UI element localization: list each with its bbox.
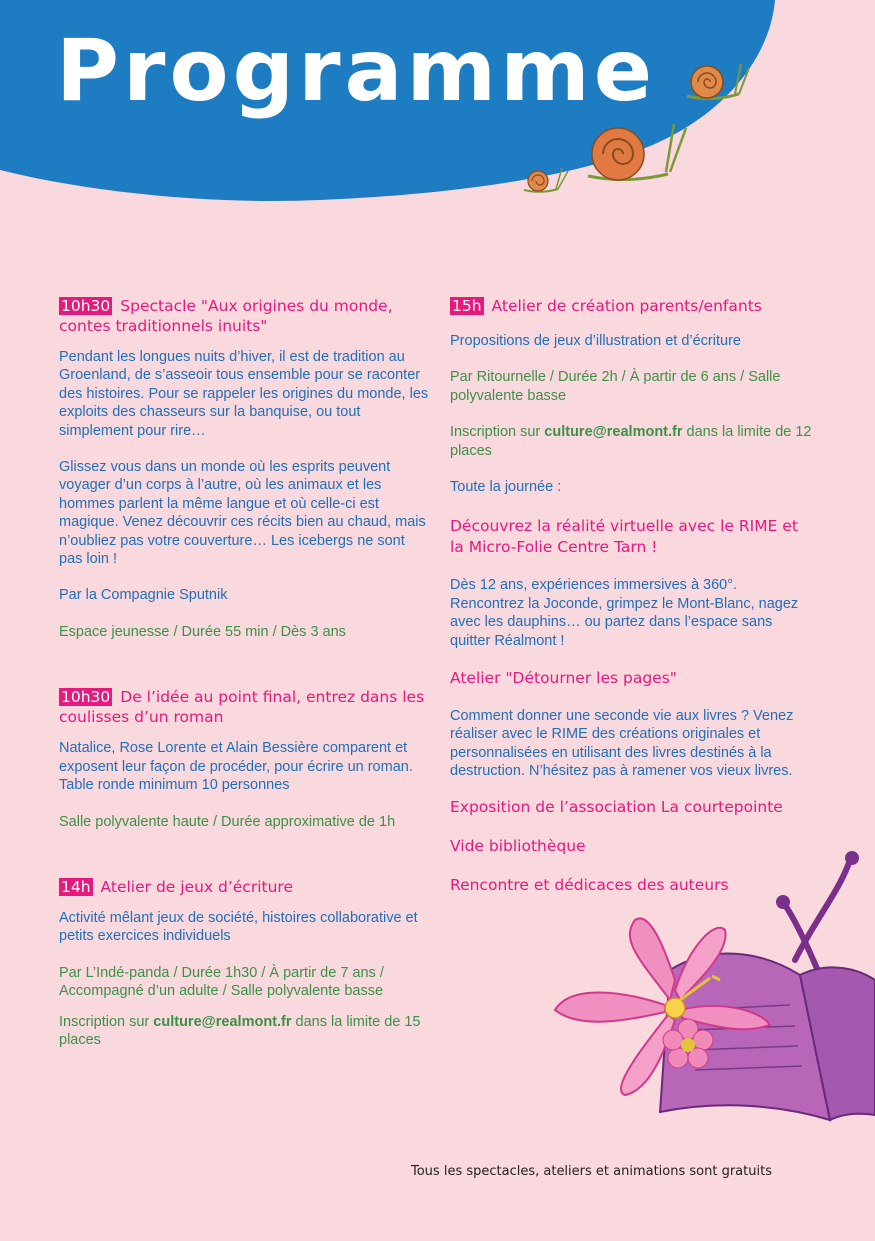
extra-item: Rencontre et dédicaces des auteurs xyxy=(450,875,729,894)
event-info: Par L’Indé-panda / Durée 1h30 / À partir de 7 ans / Accompagné d’un adulte / Salle polyvalente basse xyxy=(59,964,384,1000)
event-time: 10h30 xyxy=(61,688,111,707)
event-inscription: Inscription sur culture@realmont.fr dans la limite de 12 places xyxy=(450,424,812,459)
event-title: 14h Atelier de jeux d’écriture xyxy=(61,877,293,896)
event-title: 10h30 Spectacle "Aux origines du monde, contes traditionnels inuits" xyxy=(59,297,393,335)
event-block xyxy=(59,877,431,1049)
atelier-description: Comment donner une seconde vie aux livres ? Venez réaliser avec le RIME des créations originales et personnalisées en utilisant des livres destinés à la destruction. N’hésitez pas à ramener vos vieux livres. xyxy=(450,708,794,780)
event-title: 15h Atelier de création parents/enfants xyxy=(452,297,762,315)
event-info: Espace jeunesse / Durée 55 min / Dès 3 ans xyxy=(59,623,346,640)
extra-item: Exposition de l’association La courtepointe xyxy=(450,797,783,816)
extra-item: Vide bibliothèque xyxy=(450,836,586,855)
event-description: Glissez vous dans un monde où les esprits peuvent voyager d’un corps à l’autre, où les animaux et les hommes parlent la même langue et où celle-ci est magique. Venez découvrir ces récits bien au chaud, mais n’oubliez pas votre couverture… Les icebergs ne sont pas loin ! xyxy=(59,459,426,568)
footer-note: Tous les spectacles, ateliers et animations sont gratuits xyxy=(411,1164,772,1179)
page-title: Programme xyxy=(56,21,657,121)
email-link[interactable]: culture@realmont.fr xyxy=(153,1013,292,1030)
vr-description: Dès 12 ans, expériences immersives à 360°. Rencontrez la Joconde, grimpez le Mont-Blanc, nagez avec les dauphins… ou partez dans l’espace sans quitter Réalmont ! xyxy=(450,577,799,649)
event-description: Activité mêlant jeux de société, histoires collaborative et petits exercices individuels xyxy=(59,909,418,945)
vr-title: Découvrez la réalité virtuelle avec le RIME et la Micro-Folie Centre Tarn ! xyxy=(450,517,798,557)
event-info: Par Ritournelle / Durée 2h / À partir de 6 ans / Salle polyvalente basse xyxy=(450,369,781,404)
left-column xyxy=(59,296,431,1067)
email-link[interactable]: culture@realmont.fr xyxy=(544,424,683,441)
event-time: 15h xyxy=(452,297,482,315)
event-block xyxy=(450,296,812,460)
event-time: 14h xyxy=(61,877,91,896)
event-time: 10h30 xyxy=(61,297,111,315)
right-column xyxy=(450,296,812,914)
event-block xyxy=(59,687,431,831)
snail-icon xyxy=(522,162,570,196)
event-info: Salle polyvalente haute / Durée approximative de 1h xyxy=(59,813,396,830)
event-credit: Par la Compagnie Sputnik xyxy=(59,587,228,604)
event-block xyxy=(59,296,431,641)
all-day-label: Toute la journée : xyxy=(450,479,562,496)
event-title: 10h30 De l’idée au point final, entrez dans les coulisses d’un roman xyxy=(59,688,425,727)
atelier-title: Atelier "Détourner les pages" xyxy=(450,669,677,688)
event-description: Propositions de jeux d’illustration et d’écriture xyxy=(450,333,741,349)
event-description: Pendant les longues nuits d’hiver, il est de tradition au Groenland, de s’asseoir tous ensemble pour se raconter des histoires. Pour se rappeler les origines du monde, les exploits des chasseurs sur la banquise, ou tout simplement pour rire… xyxy=(59,349,429,439)
snail-icon xyxy=(588,124,686,180)
snail-icon xyxy=(683,52,753,104)
event-inscription: Inscription sur culture@realmont.fr dans la limite de 15 places xyxy=(59,1013,421,1048)
event-description: Natalice, Rose Lorente et Alain Bessière comparent et exposent leur façon de procéder, pour écrire un roman. Table ronde minimum 10 personnes xyxy=(59,740,413,794)
